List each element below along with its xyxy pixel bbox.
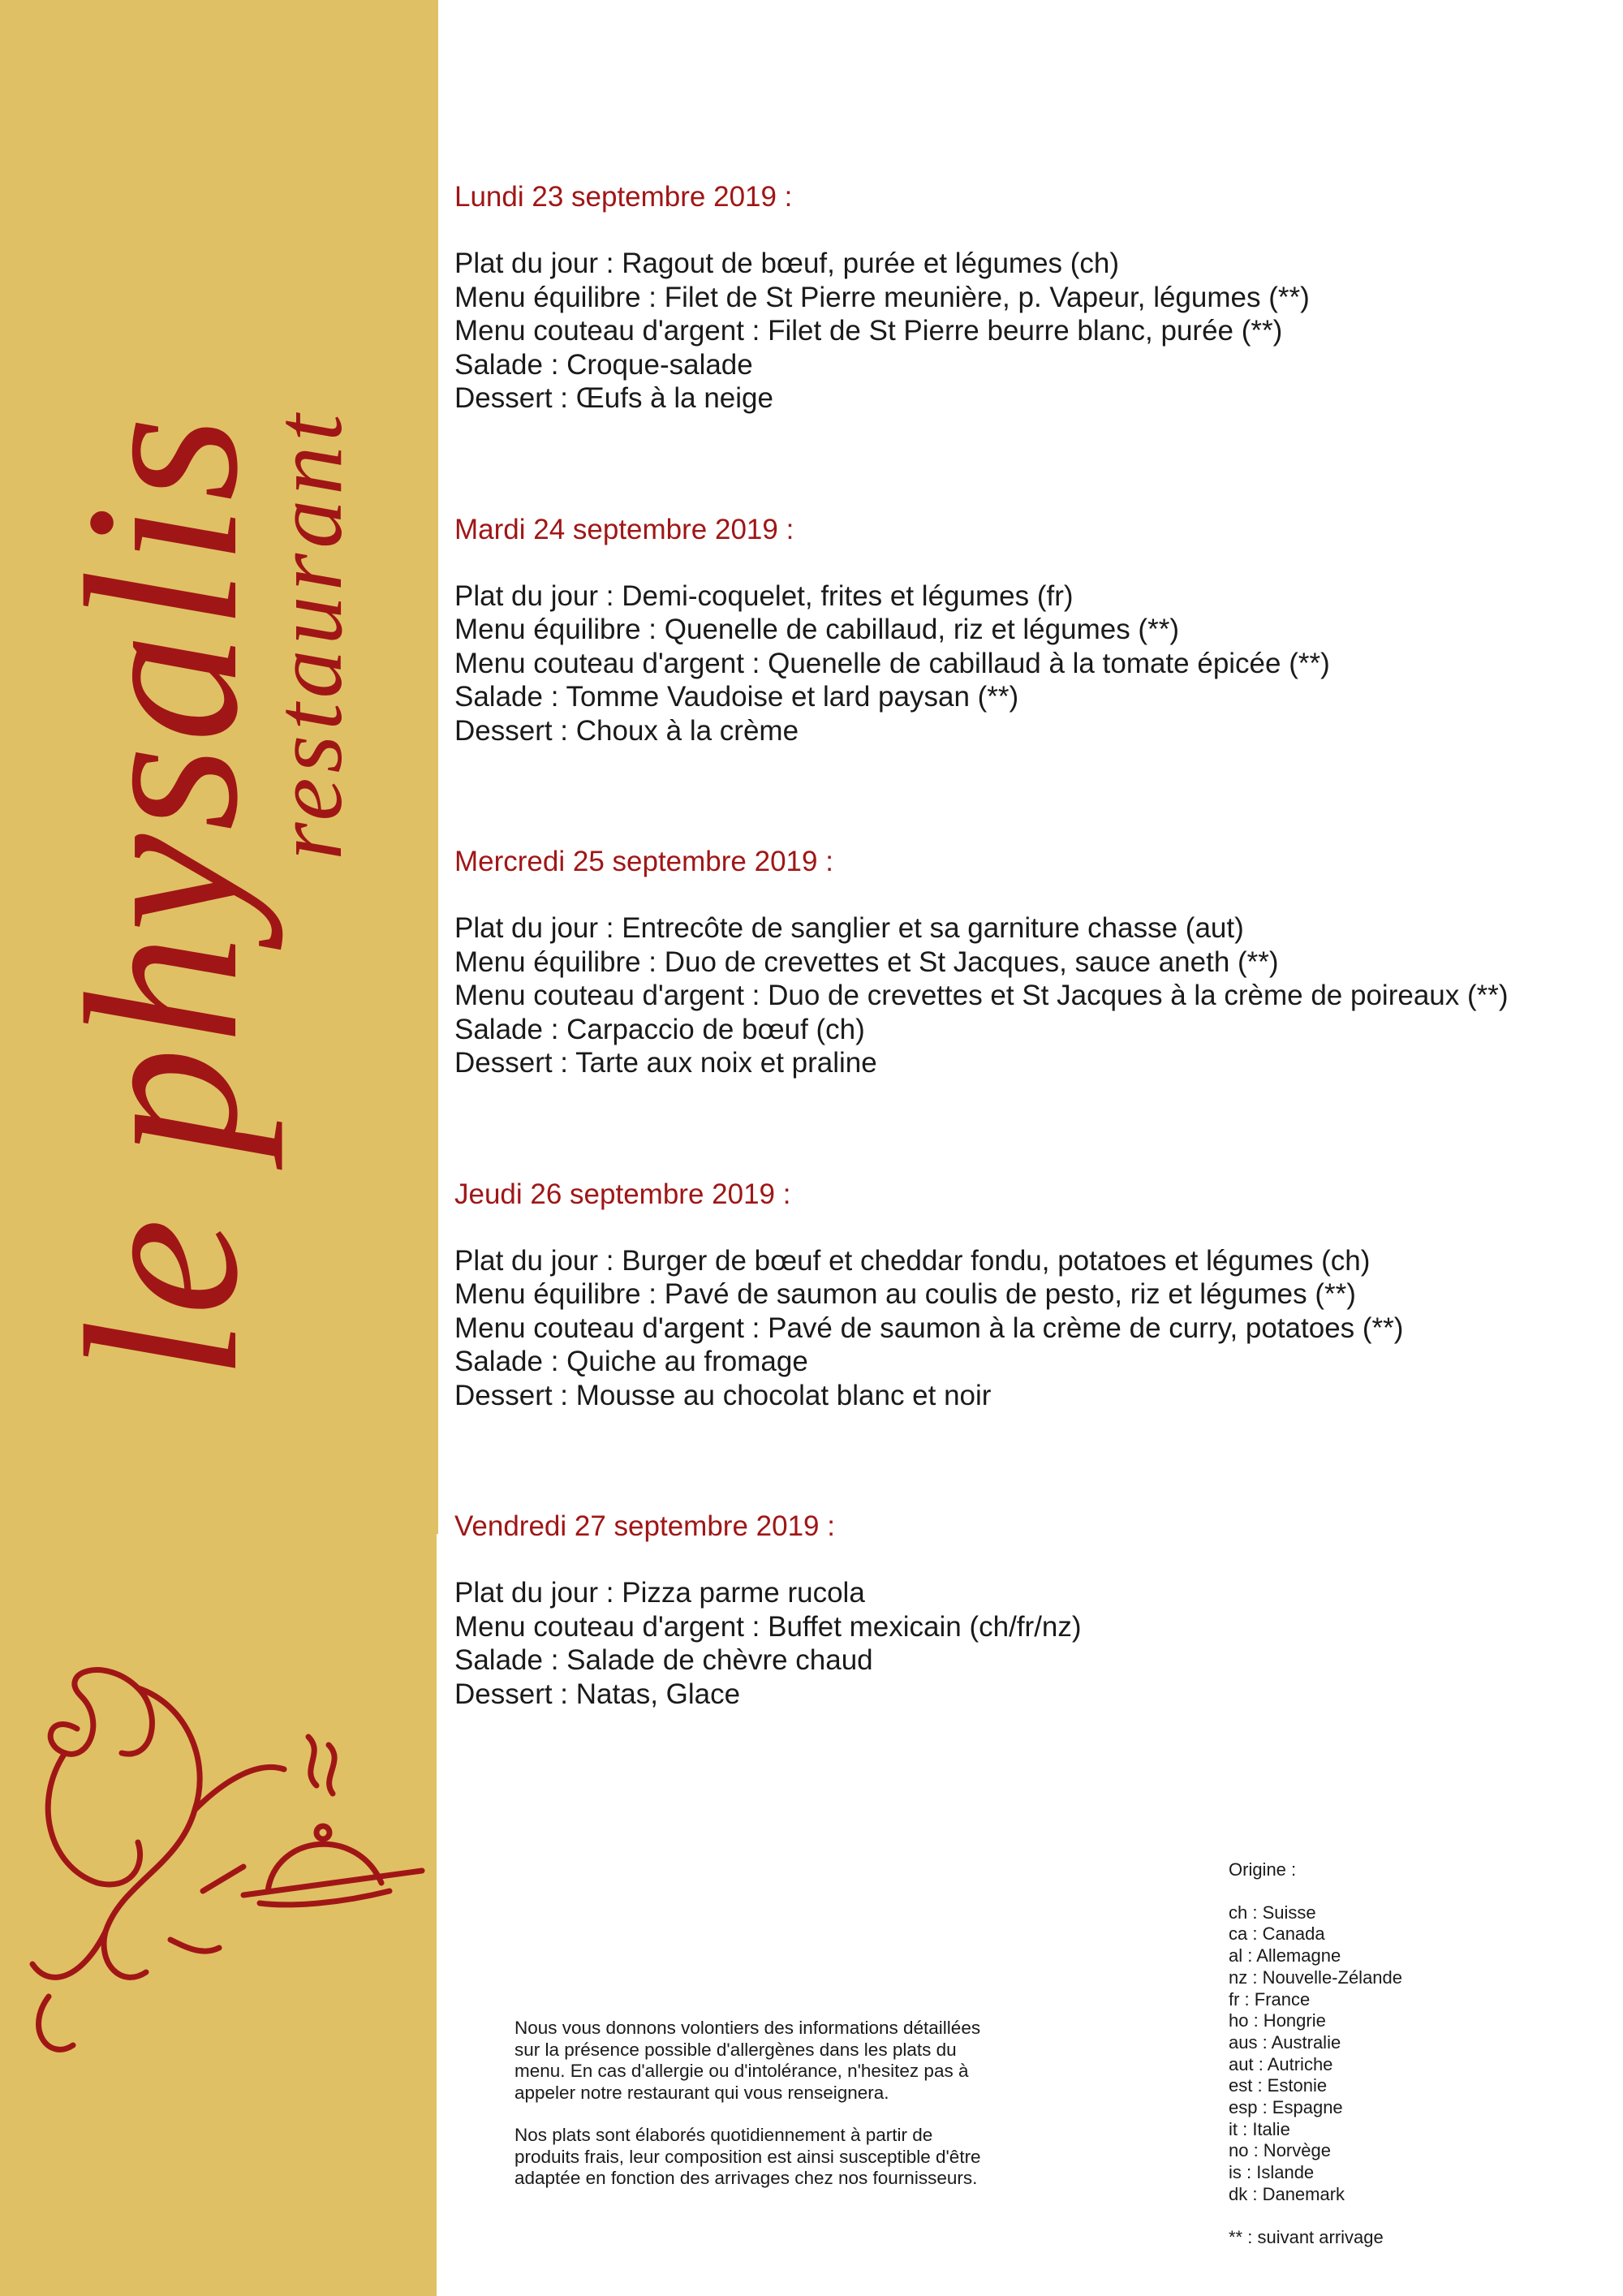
menu-line: Menu couteau d'argent : Filet de St Pierre beurre blanc, purée (**)	[454, 315, 1283, 347]
logo-main-text: le physalis	[41, 412, 283, 1380]
day-section	[454, 1178, 1591, 1413]
day-section	[454, 513, 1591, 748]
origin-title: Origine :	[1229, 1859, 1297, 1880]
menu-line: Menu couteau d'argent : Quenelle de cabillaud à la tomate épicée (**)	[454, 647, 1330, 679]
day-section	[454, 845, 1591, 1080]
menu-line: Dessert : Tarte aux noix et praline	[454, 1047, 877, 1079]
note-line: sur la présence possible d'allergènes dans les plats du	[514, 2039, 957, 2060]
note-line: adaptée en fonction des arrivages chez nos fournisseurs.	[514, 2168, 978, 2188]
menu-line: Plat du jour : Burger de bœuf et cheddar fondu, potatoes et légumes (ch)	[454, 1244, 1371, 1277]
menu-line: Menu couteau d'argent : Pavé de saumon à la crème de curry, potatoes (**)	[454, 1312, 1404, 1344]
menu-line: Menu équilibre : Filet de St Pierre meunière, p. Vapeur, légumes (**)	[454, 281, 1310, 313]
origin-item: esp : Espagne	[1229, 2097, 1343, 2118]
day-title: Mardi 24 septembre 2019 :	[454, 513, 794, 545]
allergen-paragraph	[514, 2018, 1131, 2104]
logo-sub-text: restaurant	[254, 409, 362, 860]
menu-line: Salade : Croque-salade	[454, 348, 753, 381]
day-title: Lundi 23 septembre 2019 :	[454, 181, 793, 213]
menu-line: Salade : Tomme Vaudoise et lard paysan (**)	[454, 681, 1019, 713]
allergen-note	[514, 2018, 1131, 2211]
note-line: menu. En cas d'allergie ou d'intolérance, n'hesitez pas à	[514, 2061, 969, 2081]
origin-item: no : Norvège	[1229, 2140, 1331, 2161]
note-line: Nos plats sont élaborés quotidiennement à partir de	[514, 2125, 933, 2145]
chef-swirl-illustration	[32, 1670, 284, 2050]
day-section	[454, 1510, 1591, 1711]
origin-legend-note: ** : suivant arrivage	[1229, 2226, 1384, 2247]
menu-line: Menu couteau d'argent : Buffet mexicain (ch/fr/nz)	[454, 1610, 1082, 1643]
menu-line: Salade : Carpaccio de bœuf (ch)	[454, 1013, 865, 1045]
menu-line: Dessert : Natas, Glace	[454, 1678, 741, 1710]
note-line: appeler notre restaurant qui vous renseignera.	[514, 2082, 889, 2103]
day-title: Jeudi 26 septembre 2019 :	[454, 1178, 791, 1210]
sidebar-edge	[437, 0, 438, 1534]
origin-item: aut : Autriche	[1229, 2053, 1333, 2074]
origin-item: est : Estonie	[1229, 2075, 1328, 2096]
menu-line: Menu équilibre : Pavé de saumon au coulis de pesto, riz et légumes (**)	[454, 1278, 1356, 1310]
menu-line: Dessert : Mousse au chocolat blanc et noir	[454, 1379, 992, 1411]
menu-line: Salade : Salade de chèvre chaud	[454, 1644, 873, 1676]
menu-line: Dessert : Œufs à la neige	[454, 382, 773, 414]
restaurant-logo	[0, 0, 437, 2296]
menu-line: Plat du jour : Pizza parme rucola	[454, 1577, 865, 1609]
serving-cloche-icon	[243, 1737, 422, 1905]
day-title: Vendredi 27 septembre 2019 :	[454, 1510, 835, 1542]
note-line: produits frais, leur composition est ainsi susceptible d'être	[514, 2146, 981, 2167]
origin-item: ch : Suisse	[1229, 1902, 1316, 1923]
logo-script-text	[41, 409, 362, 1380]
origin-item: is : Islande	[1229, 2162, 1315, 2183]
origin-item: fr : France	[1229, 1988, 1311, 2010]
origin-item: al : Allemagne	[1229, 1945, 1341, 1966]
menu-line: Plat du jour : Entrecôte de sanglier et sa garniture chasse (aut)	[454, 912, 1244, 944]
origin-item: aus : Australie	[1229, 2031, 1341, 2053]
origin-item: ho : Hongrie	[1229, 2010, 1326, 2031]
origin-item: it : Italie	[1229, 2118, 1290, 2139]
day-title: Mercredi 25 septembre 2019 :	[454, 846, 833, 877]
menu-line: Menu couteau d'argent : Duo de crevettes et St Jacques à la crème de poireaux (**)	[454, 980, 1509, 1011]
menu-line: Plat du jour : Ragout de bœuf, purée et légumes (ch)	[454, 248, 1120, 279]
origin-item: ca : Canada	[1229, 1923, 1325, 1945]
day-section	[454, 180, 1591, 416]
origin-item: dk : Danemark	[1229, 2183, 1345, 2204]
menu-line: Menu équilibre : Duo de crevettes et St Jacques, sauce aneth (**)	[454, 946, 1279, 978]
note-line: Nous vous donnons volontiers des informations détaillées	[514, 2018, 981, 2038]
freshness-paragraph	[514, 2125, 1131, 2190]
origin-item: nz : Nouvelle-Zélande	[1229, 1966, 1403, 1988]
menu-line: Dessert : Choux à la crème	[454, 714, 799, 747]
menu-line: Plat du jour : Demi-coquelet, frites et légumes (fr)	[454, 579, 1074, 612]
menu-content	[454, 180, 1591, 1711]
menu-line: Menu équilibre : Quenelle de cabillaud, riz et légumes (**)	[454, 614, 1179, 645]
menu-line: Salade : Quiche au fromage	[454, 1346, 808, 1377]
origin-legend	[1229, 1859, 1402, 2248]
